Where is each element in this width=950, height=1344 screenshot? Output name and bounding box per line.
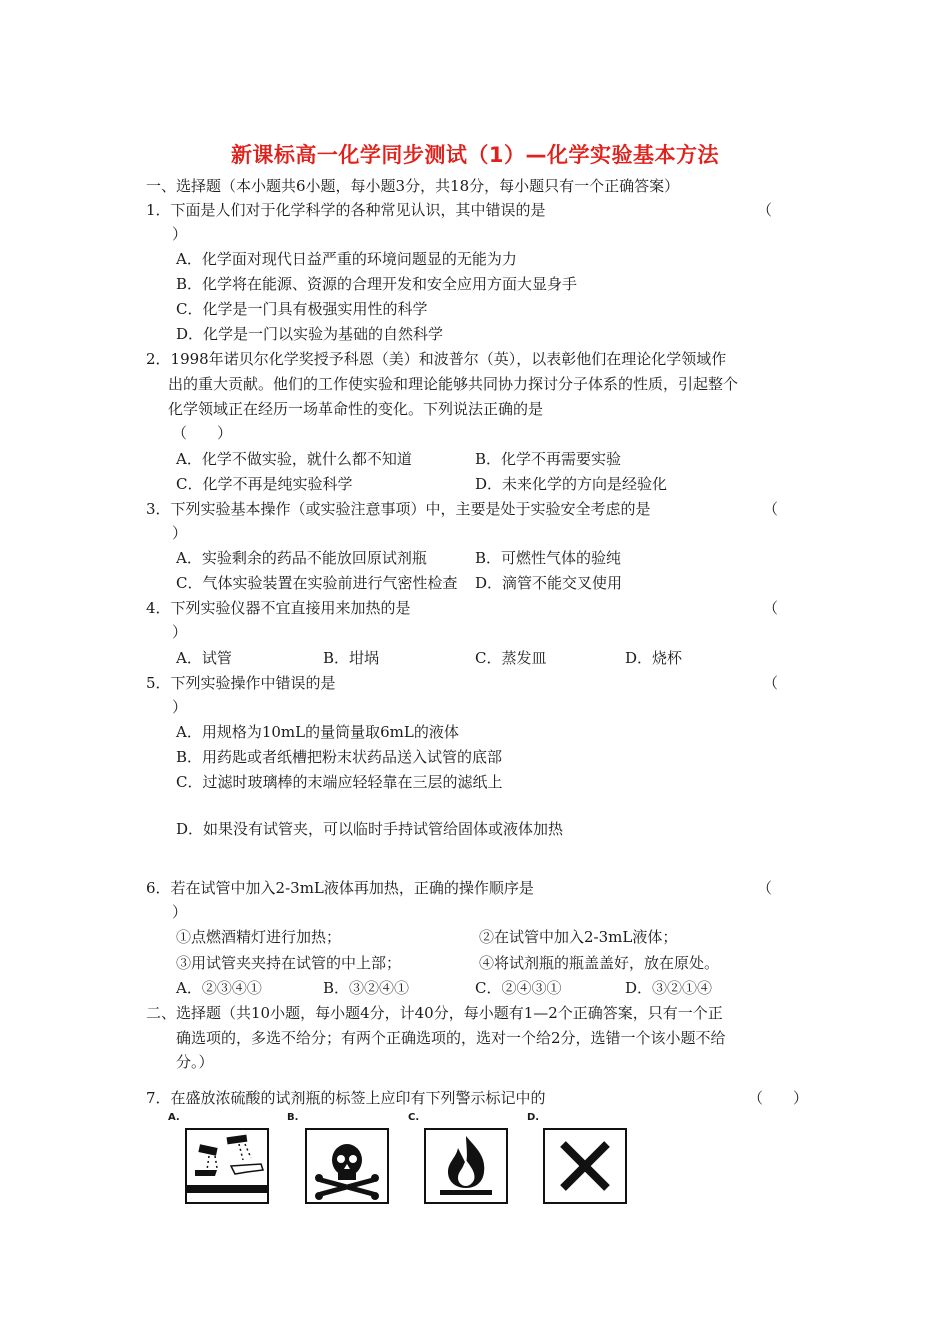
- q5-option-a: A．用规格为10mL的量筒量取6mL的液体: [176, 723, 459, 741]
- flammable-flame-sign-icon: [424, 1128, 508, 1204]
- q6-paren-open: （: [757, 879, 773, 897]
- q4-option-b: B．坩埚: [323, 649, 380, 667]
- q7-label-a: A.: [168, 1112, 180, 1123]
- q2-stem-line3: 化学领域正在经历一场革命性的变化。下列说法正确的是: [168, 400, 544, 418]
- q2-option-c: C．化学不再是纯实验科学: [176, 475, 353, 493]
- q3-option-a: A．实验剩余的药品不能放回原试剂瓶: [176, 549, 427, 567]
- q4-option-a: A．试管: [176, 649, 232, 667]
- q6-step-3: ③用试管夹夹持在试管的中上部；: [176, 954, 402, 972]
- q2-option-b: B．化学不再需要实验: [475, 450, 622, 468]
- toxic-skull-sign-icon: [305, 1128, 389, 1204]
- q4-option-d: D．烧杯: [625, 649, 683, 667]
- q2-stem-line1: 2．1998年诺贝尔化学奖授予科恩（美）和波普尔（英），以表彰他们在理论化学领域作: [146, 350, 727, 368]
- q5-option-b: B．用药匙或者纸槽把粉末状药品送入试管的底部: [176, 748, 503, 766]
- q7-stem: 7．在盛放浓硫酸的试剂瓶的标签上应印有下列警示标记中的: [146, 1089, 546, 1107]
- q3-option-d: D．滴管不能交叉使用: [475, 574, 623, 592]
- q4-paren-open: （: [763, 599, 779, 617]
- q1-option-c: C．化学是一门具有极强实用性的科学: [176, 300, 428, 318]
- q4-stem: 4．下列实验仪器不宜直接用来加热的是: [146, 599, 411, 617]
- q3-paren-open: （: [763, 500, 779, 518]
- section-1-heading: 一、选择题（本小题共6小题，每小题3分，共18分，每小题只有一个正确答案）: [146, 177, 680, 195]
- q3-option-c: C．气体实验装置在实验前进行气密性检查: [176, 574, 458, 592]
- q3-option-b: B．可燃性气体的验纯: [475, 549, 622, 567]
- q1-option-b: B．化学将在能源、资源的合理开发和安全应用方面大显身手: [176, 275, 578, 293]
- q5-option-c: C．过滤时玻璃棒的末端应轻轻靠在三层的滤纸上: [176, 773, 503, 791]
- q5-option-d: D．如果没有试管夹，可以临时手持试管给固体或液体加热: [176, 820, 564, 838]
- q3-paren-close: ）: [172, 524, 188, 542]
- q1-paren-close: ）: [172, 225, 188, 243]
- q6-stem: 6．若在试管中加入2-3mL液体再加热，正确的操作顺序是: [146, 879, 534, 897]
- q6-step-2: ②在试管中加入2-3mL液体；: [479, 928, 678, 946]
- section-2-heading-line3: 分。）: [176, 1053, 214, 1071]
- q3-stem: 3．下列实验基本操作（或实验注意事项）中，主要是处于实验安全考虑的是: [146, 500, 651, 518]
- q6-step-1: ①点燃酒精灯进行加热；: [176, 928, 342, 946]
- q4-option-c: C．蒸发皿: [475, 649, 547, 667]
- q5-paren-open: （: [763, 674, 779, 692]
- q6-option-c: C．②④③①: [475, 979, 562, 997]
- q1-stem: 1．下面是人们对于化学科学的各种常见认识，其中错误的是: [146, 201, 546, 219]
- corrosive-sign-icon: [185, 1128, 269, 1204]
- q7-label-d: D.: [527, 1112, 540, 1123]
- q2-option-a: A．化学不做实验，就什么都不知道: [176, 450, 412, 468]
- q1-paren-open: （: [757, 201, 773, 219]
- q6-option-a: A．②③④①: [176, 979, 262, 997]
- q5-paren-close: ）: [172, 698, 188, 716]
- q2-stem-line2: 出的重大贡献。他们的工作使实验和理论能够共同协力探讨分子体系的性质，引起整个: [168, 375, 739, 393]
- q4-paren-close: ）: [172, 623, 188, 641]
- q1-option-d: D．化学是一门以实验为基础的自然科学: [176, 325, 444, 343]
- q7-label-b: B.: [287, 1112, 299, 1123]
- harmful-cross-sign-icon: [543, 1128, 627, 1204]
- page-title: 新课标高一化学同步测试（1）—化学实验基本方法: [230, 143, 720, 167]
- q1-option-a: A．化学面对现代日益严重的环境问题显的无能为力: [176, 250, 517, 268]
- q7-paren: （ ）: [748, 1089, 809, 1107]
- q7-label-c: C.: [408, 1112, 420, 1123]
- q6-paren-close: ）: [172, 903, 188, 921]
- q6-option-b: B．③②④①: [323, 979, 410, 997]
- q2-option-d: D．未来化学的方向是经验化: [475, 475, 668, 493]
- section-2-heading-line2: 确选项的，多选不给分；有两个正确选项的，选对一个给2分，选错一个该小题不给: [176, 1029, 726, 1047]
- q6-step-4: ④将试剂瓶的瓶盖盖好，放在原处。: [479, 954, 720, 972]
- q6-option-d: D．③②①④: [625, 979, 713, 997]
- section-2-heading-line1: 二、选择题（共10小题，每小题4分，计40分，每小题有1—2个正确答案，只有一个正: [146, 1004, 723, 1022]
- q5-stem: 5．下列实验操作中错误的是: [146, 674, 336, 692]
- q2-paren: （ ）: [172, 424, 233, 442]
